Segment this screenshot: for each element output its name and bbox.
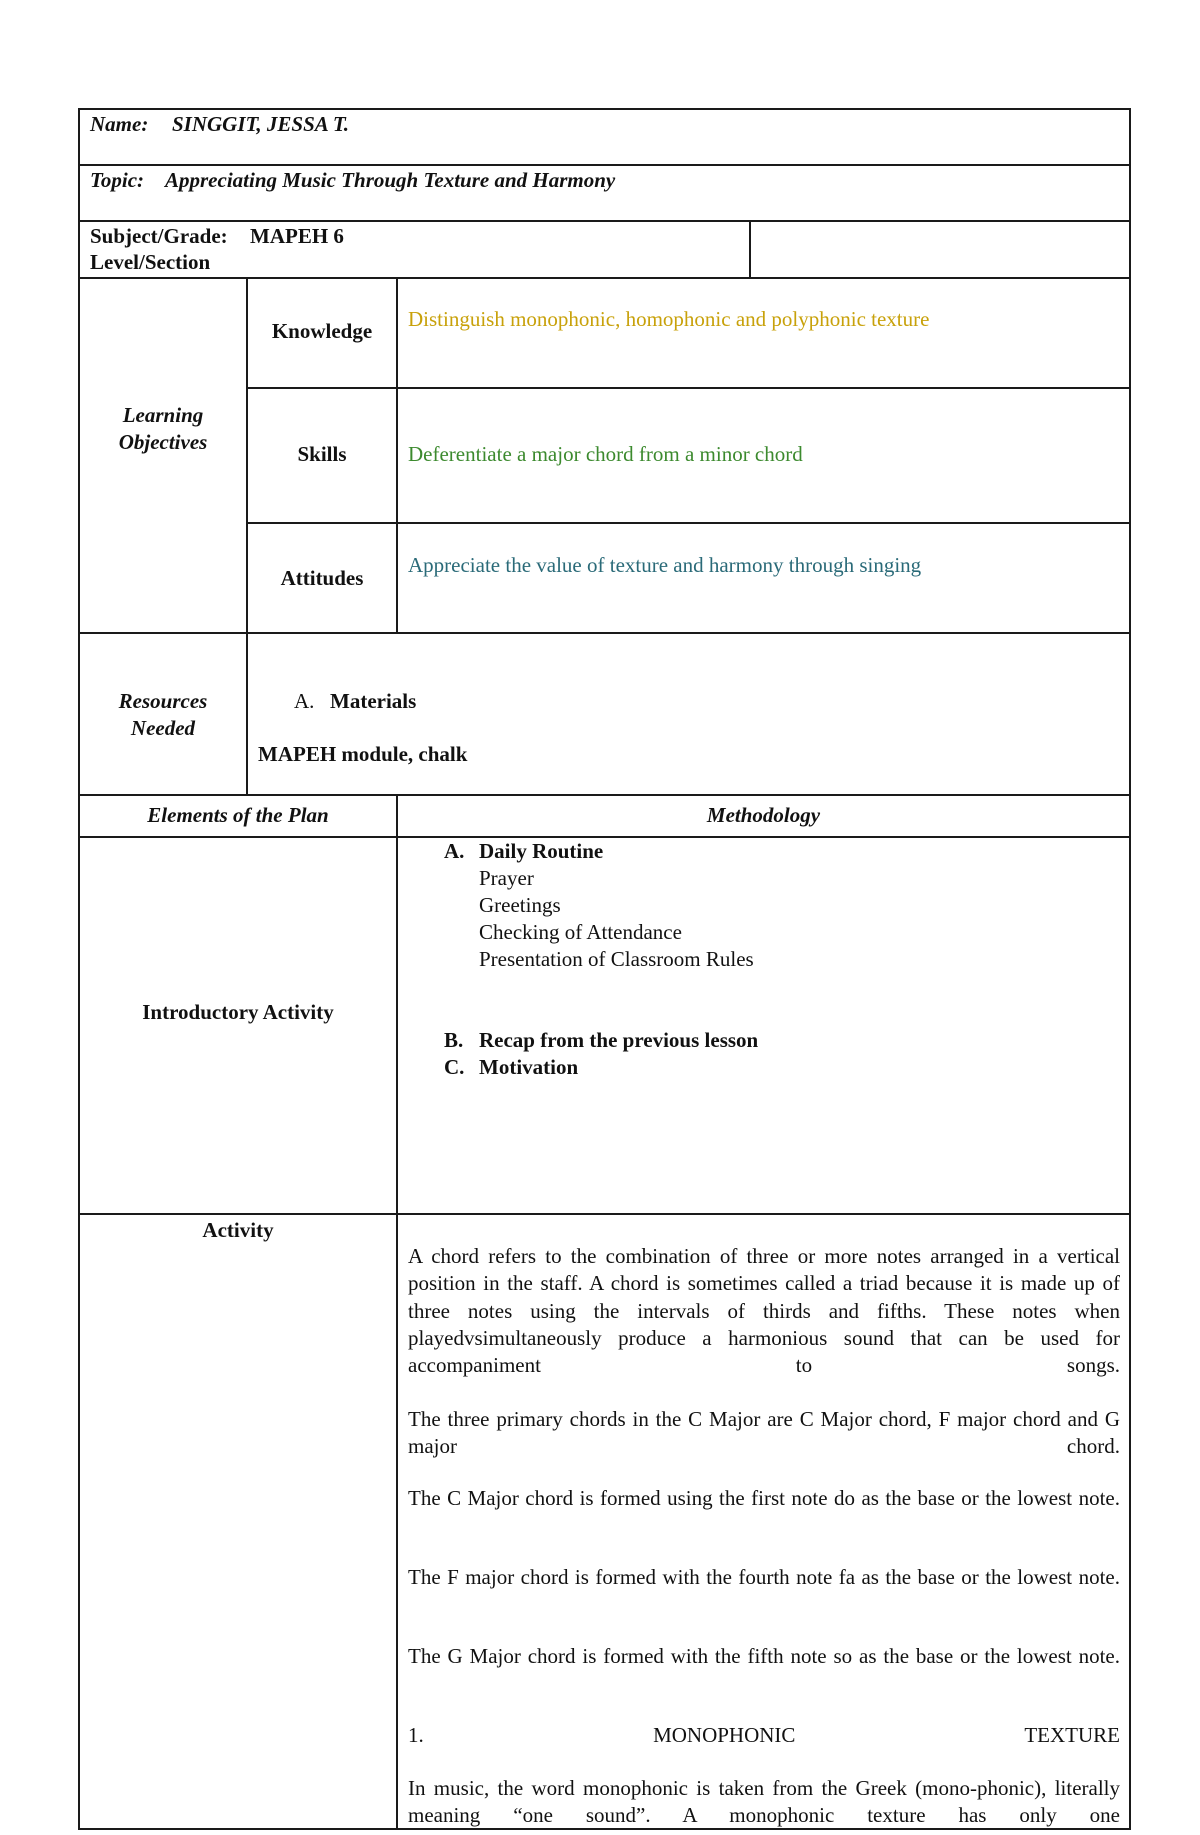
activity-paragraph: In music, the word monophonic is taken from the Greek (mono-phonic), literally meaning “one sound”. A monophonic texture has only one (408, 1776, 1120, 1828)
materials-marker: A. (294, 689, 315, 713)
routine-title: Daily Routine (479, 839, 604, 863)
activity-paragraph: The F major chord is formed with the fourth note fa as the base or the lowest note. (408, 1565, 1120, 1589)
motivation-title: Motivation (479, 1055, 579, 1079)
table-border-right (1129, 108, 1131, 1830)
topic-value: Appreciating Music Through Texture and Harmony (165, 168, 616, 192)
activity-paragraph: The three primary chords in the C Major are C Major chord, F major chord and G major chord. (408, 1407, 1120, 1459)
row-divider (78, 794, 1131, 796)
activity-heading-monophonic: 1. MONOPHONIC TEXTURE (408, 1723, 1120, 1747)
knowledge-label: Knowledge (271, 319, 373, 343)
row-divider (78, 1213, 1131, 1215)
knowledge-text: Distinguish monophonic, homophonic and polyphonic texture (408, 307, 930, 331)
activity-label: Activity (202, 1218, 274, 1242)
column-divider (246, 277, 248, 794)
learning-objectives-heading-line2: Objectives (118, 430, 208, 454)
table-border-top (78, 108, 1131, 110)
row-divider (78, 836, 1131, 838)
table-border-left (78, 108, 80, 1830)
row-divider (78, 164, 1131, 166)
recap-marker: B. (444, 1028, 464, 1052)
attitudes-label: Attitudes (280, 566, 364, 590)
row-divider (246, 522, 1131, 524)
activity-paragraph: A chord refers to the combination of three or more notes arranged in a vertical position in the staff. A chord is sometimes called a triad because it is made up of three notes using the intervals of thirds and fifths. These notes when playedvsimultaneously produce a harmonious sound that can be used for accompaniment to songs. (408, 1244, 1120, 1378)
name-label: Name: (90, 112, 149, 136)
column-divider (396, 277, 398, 632)
row-divider (78, 220, 1131, 222)
attitudes-text: Appreciate the value of texture and harmony through singing (408, 553, 922, 577)
learning-objectives-heading-line1: Learning (122, 403, 204, 427)
subject-value: MAPEH 6 (250, 224, 344, 248)
row-divider (78, 632, 1131, 634)
motivation-marker: C. (444, 1055, 465, 1079)
subject-label: Subject/Grade: (90, 224, 228, 248)
level-section-label: Level/Section (90, 250, 211, 274)
column-divider (396, 794, 398, 1830)
row-divider (78, 277, 1131, 279)
activity-paragraph: The G Major chord is formed with the fifth note so as the base or the lowest note. (408, 1644, 1120, 1668)
resources-heading-line2: Needed (130, 716, 196, 740)
name-value: SINGGIT, JESSA T. (172, 112, 350, 136)
routine-item: Presentation of Classroom Rules (479, 947, 754, 971)
skills-text: Deferentiate a major chord from a minor chord (408, 442, 803, 466)
column-divider (749, 220, 751, 279)
routine-marker: A. (444, 839, 465, 863)
skills-label: Skills (297, 442, 347, 466)
topic-label: Topic: (90, 168, 145, 192)
materials-value: MAPEH module, chalk (258, 742, 468, 766)
methodology-header: Methodology (706, 803, 821, 827)
elements-of-plan-header: Elements of the Plan (147, 803, 329, 827)
table-border-bottom (78, 1828, 1131, 1830)
row-divider (246, 387, 1131, 389)
materials-label: Materials (330, 689, 417, 713)
activity-paragraph: The C Major chord is formed using the first note do as the base or the lowest note. (408, 1486, 1120, 1510)
recap-title: Recap from the previous lesson (479, 1028, 759, 1052)
routine-item: Prayer (479, 866, 534, 890)
routine-item: Greetings (479, 893, 561, 917)
routine-item: Checking of Attendance (479, 920, 682, 944)
introductory-activity-label: Introductory Activity (142, 1000, 334, 1024)
resources-heading-line1: Resources (118, 689, 208, 713)
